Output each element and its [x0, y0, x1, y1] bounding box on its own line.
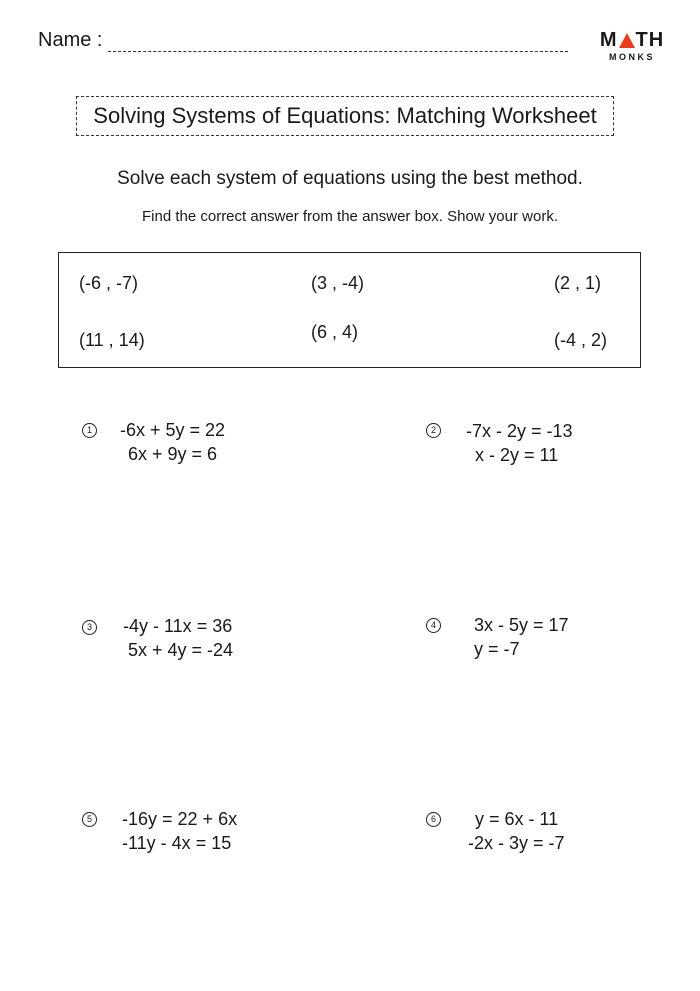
answer-box [58, 252, 641, 368]
problem-number: 4 [426, 618, 441, 633]
equation-1: -4y - 11x = 36 [123, 616, 233, 636]
math-monks-logo [598, 30, 666, 62]
equation-1: -6x + 5y = 22 [120, 420, 226, 440]
equation-2: 6x + 9y = 6 [128, 444, 218, 464]
problem-number: 6 [426, 812, 441, 827]
answer-option: (-6 , -7) [79, 273, 139, 293]
equation-2: 5x + 4y = -24 [128, 640, 234, 660]
name-line[interactable] [108, 33, 568, 52]
instruction-main: Solve each system of equations using the best method. [117, 168, 583, 189]
problem-number: 3 [82, 620, 97, 635]
problem-number: 2 [426, 423, 441, 438]
name-label: Name : [38, 29, 103, 51]
equation-2: y = -7 [474, 639, 520, 659]
equation-1: -16y = 22 + 6x [122, 809, 238, 829]
instruction-sub: Find the correct answer from the answer box. Show your work. [141, 208, 558, 225]
logo-letters-th: TH [635, 29, 665, 51]
answer-option: (11 , 14) [79, 330, 145, 350]
name-row [38, 28, 568, 52]
answer-option: (-4 , 2) [554, 330, 608, 350]
logo-subtitle: MONKS [609, 52, 655, 62]
answer-option: (3 , -4) [311, 273, 365, 293]
logo-letter-m: M [599, 29, 618, 51]
equation-2: x - 2y = 11 [475, 445, 559, 465]
answer-option: (6 , 4) [311, 322, 359, 342]
equation-1: y = 6x - 11 [475, 809, 559, 829]
problem-number: 1 [82, 423, 97, 438]
logo-wordmark [598, 30, 666, 50]
answer-option: (2 , 1) [554, 273, 602, 293]
equation-2: -2x - 3y = -7 [468, 833, 565, 853]
equation-1: 3x - 5y = 17 [474, 615, 569, 635]
equation-2: -11y - 4x = 15 [122, 833, 232, 853]
worksheet-title: Solving Systems of Equations: Matching Worksheet [76, 96, 614, 136]
problem-number: 5 [82, 812, 97, 827]
equation-1: -7x - 2y = -13 [466, 421, 573, 441]
logo-triangle-icon [619, 33, 635, 48]
